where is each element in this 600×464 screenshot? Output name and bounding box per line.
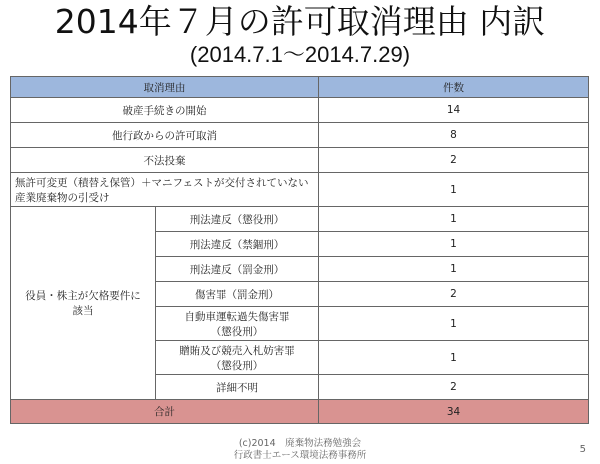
header-count: 件数 bbox=[319, 77, 589, 98]
group-label-line-2: 該当 bbox=[72, 305, 94, 317]
count-cell: 1 bbox=[319, 232, 589, 257]
group-label-line-1: 役員・株主が欠格要件に bbox=[25, 290, 141, 302]
group-label-cell bbox=[11, 207, 156, 400]
footer-line-2: 行政書士エース環境法務事務所 bbox=[233, 450, 367, 461]
count-cell: 2 bbox=[319, 148, 589, 173]
total-label: 合計 bbox=[11, 400, 319, 424]
count-cell: 1 bbox=[319, 307, 589, 341]
total-row bbox=[11, 400, 589, 424]
sub-reason-cell: 傷害罪（罰金刑） bbox=[156, 282, 319, 307]
footer-line-1: (c)2014 廃棄物法務勉強会 bbox=[238, 438, 362, 449]
sub-reason-line-1: 自動車運転過失傷害罪 bbox=[184, 310, 290, 323]
count-cell: 1 bbox=[319, 173, 589, 207]
table-row bbox=[11, 173, 589, 207]
count-cell: 1 bbox=[319, 257, 589, 282]
header-reason: 取消理由 bbox=[11, 77, 319, 98]
table-header-row bbox=[11, 77, 589, 98]
sub-reason-line-1: 贈賄及び競売入札妨害罪 bbox=[179, 344, 295, 357]
count-cell: 2 bbox=[319, 282, 589, 307]
count-cell: 1 bbox=[319, 341, 589, 375]
footer-credit bbox=[0, 438, 600, 462]
reason-cell: 不法投棄 bbox=[11, 148, 319, 173]
sub-reason-cell: 刑法違反（懲役刑） bbox=[156, 207, 319, 232]
sub-reason-line-2: （懲役刑） bbox=[210, 325, 264, 338]
slide-title: 2014年７月の許可取消理由 内訳 bbox=[54, 2, 546, 41]
sub-reason-line-2: （懲役刑） bbox=[210, 359, 264, 372]
table-row bbox=[11, 98, 589, 123]
count-cell: 1 bbox=[319, 207, 589, 232]
sub-reason-cell: 詳細不明 bbox=[156, 375, 319, 400]
slide-subtitle: (2014.7.1～2014.7.29) bbox=[189, 42, 411, 67]
count-cell: 14 bbox=[319, 98, 589, 123]
reason-line-1: 無許可変更（積替え保管）＋マニフェストが交付されていない bbox=[15, 176, 309, 189]
sub-reason-cell bbox=[156, 341, 319, 375]
count-cell: 8 bbox=[319, 123, 589, 148]
reason-line-2: 産業廃棄物の引受け bbox=[15, 191, 110, 204]
sub-reason-cell: 刑法違反（禁錮刑） bbox=[156, 232, 319, 257]
revocation-reasons-table bbox=[10, 76, 589, 424]
reason-cell: 破産手続きの開始 bbox=[11, 98, 319, 123]
reason-cell: 他行政からの許可取消 bbox=[11, 123, 319, 148]
sub-reason-cell: 刑法違反（罰金刑） bbox=[156, 257, 319, 282]
page-number: 5 bbox=[579, 444, 586, 455]
table-row bbox=[11, 123, 589, 148]
sub-reason-cell bbox=[156, 307, 319, 341]
table-row bbox=[11, 148, 589, 173]
reason-cell bbox=[11, 173, 319, 207]
table-row bbox=[11, 207, 589, 232]
count-cell: 2 bbox=[319, 375, 589, 400]
total-count: 34 bbox=[319, 400, 589, 424]
